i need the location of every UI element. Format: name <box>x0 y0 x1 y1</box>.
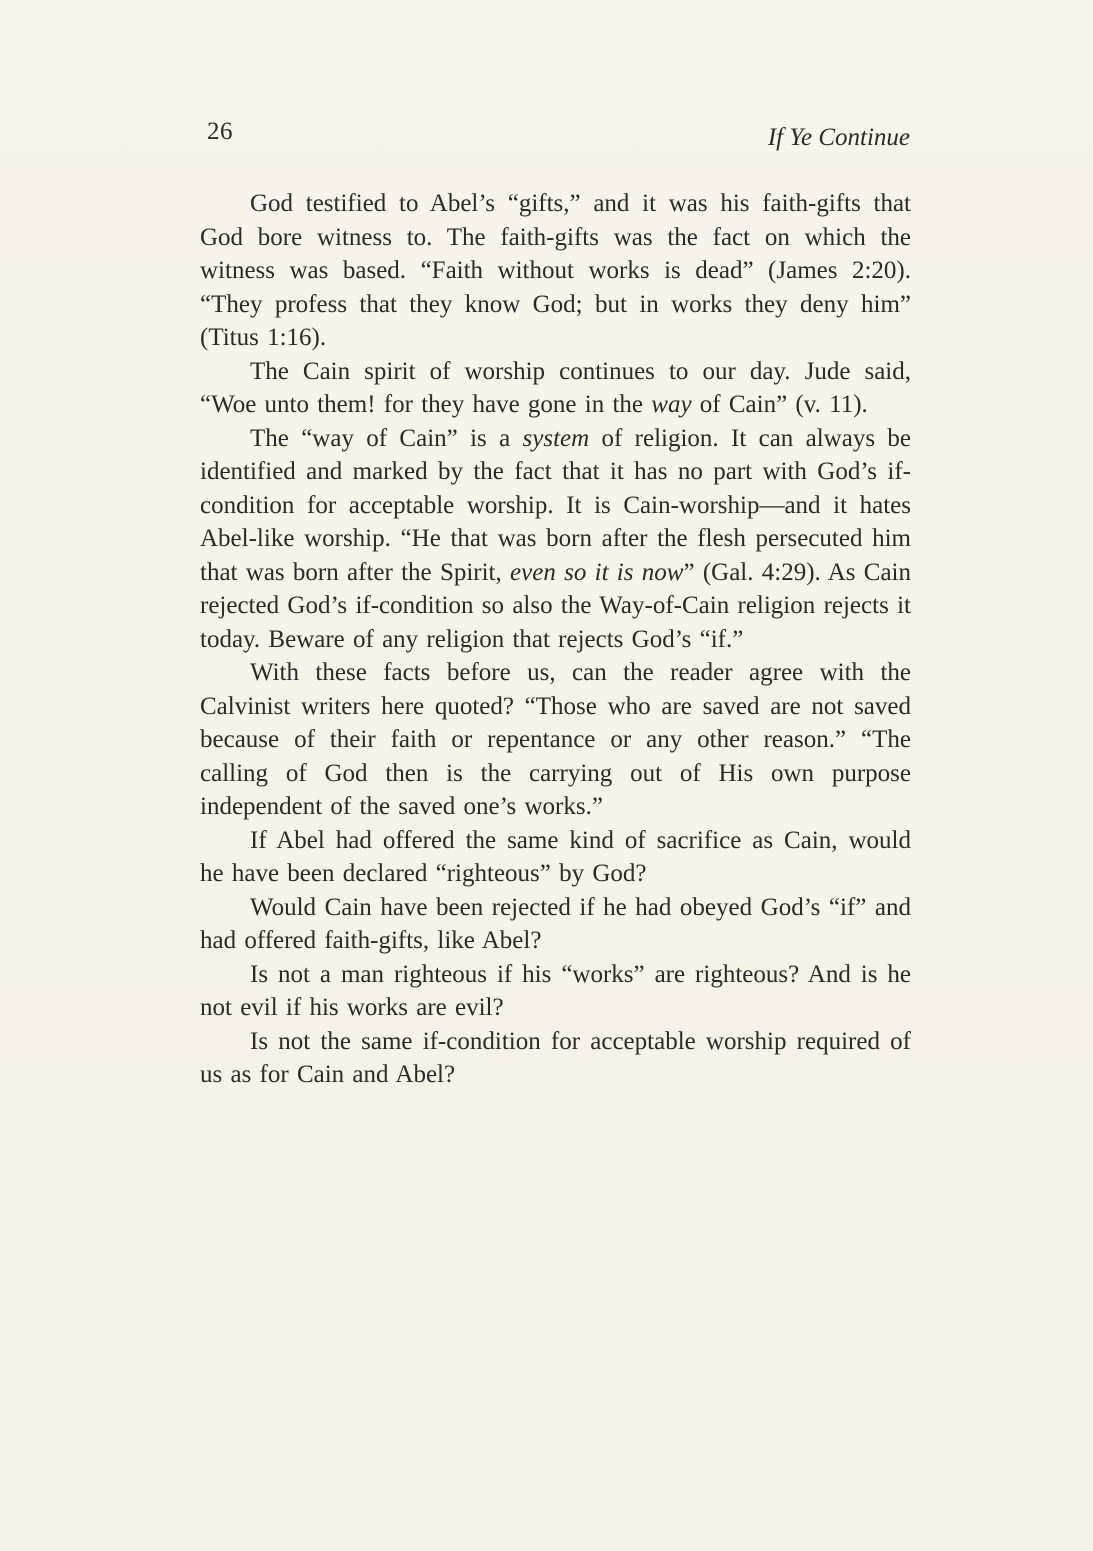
paragraph-2 <box>200 355 911 422</box>
paragraph-1: God testified to Abel’s “gifts,” and it was his faith-gifts that God bore witness to. The faith-gifts was the fact on which the witness was based. “Faith without works is dead” (James 2:20). “They profess that they know God; but in works they deny him” (Titus 1:16). <box>200 190 911 351</box>
page-number: 26 <box>207 118 233 145</box>
paragraph-4: With these facts before us, can the reader agree with the Calvinist writers here quoted? “Those who are saved are not saved because of their faith or repentance or any other reason.” “The calling of God then is the carrying out of His own purpose independent of the saved one’s works.” <box>200 659 911 820</box>
book-title: If Ye Continue <box>767 124 910 151</box>
paragraph-8: Is not the same if-condition for acceptable worship required of us as for Cain and Abel? <box>200 1027 911 1088</box>
paragraph-2-emphasis-way: way <box>651 391 692 418</box>
paragraph-5: If Abel had offered the same kind of sacrifice as Cain, would he have been declared “righteous” by God? <box>200 826 911 887</box>
paragraph-3-part-3: ” (Gal. 4:29). As Cain rejected God’s if-condition so also the Way-of-Cain religion rejects it today. Beware of any religion that rejects God’s “if.” <box>200 558 911 653</box>
running-head <box>207 118 910 158</box>
paragraph-3-emphasis-even-so: even so it is now <box>510 558 684 586</box>
paragraph-3-emphasis-system: system <box>522 424 590 452</box>
paragraph-3 <box>200 422 911 657</box>
paragraph-3-part-1: The “way of Cain” is a <box>250 424 523 452</box>
body-text <box>200 187 911 1092</box>
paragraph-6: Would Cain have been rejected if he had obeyed God’s “if” and had offered faith-gifts, like Abel? <box>200 893 911 954</box>
paragraph-2-part-2: of Cain” (v. 11). <box>691 391 868 418</box>
paragraph-3-part-2: of religion. It can always be identified and marked by the fact that it has no part with God’s if-condition for acceptable worship. It is Cain-worship—and it hates Abel-like worship. “He that was born after the flesh persecuted him that was born after the Spirit, <box>200 424 911 586</box>
paragraph-2-part-1: The Cain spirit of worship continues to our day. Jude said, “Woe unto them! for they have gone in the <box>200 357 911 418</box>
paragraph-7: Is not a man righteous if his “works” are righteous? And is he not evil if his works are evil? <box>200 960 911 1021</box>
